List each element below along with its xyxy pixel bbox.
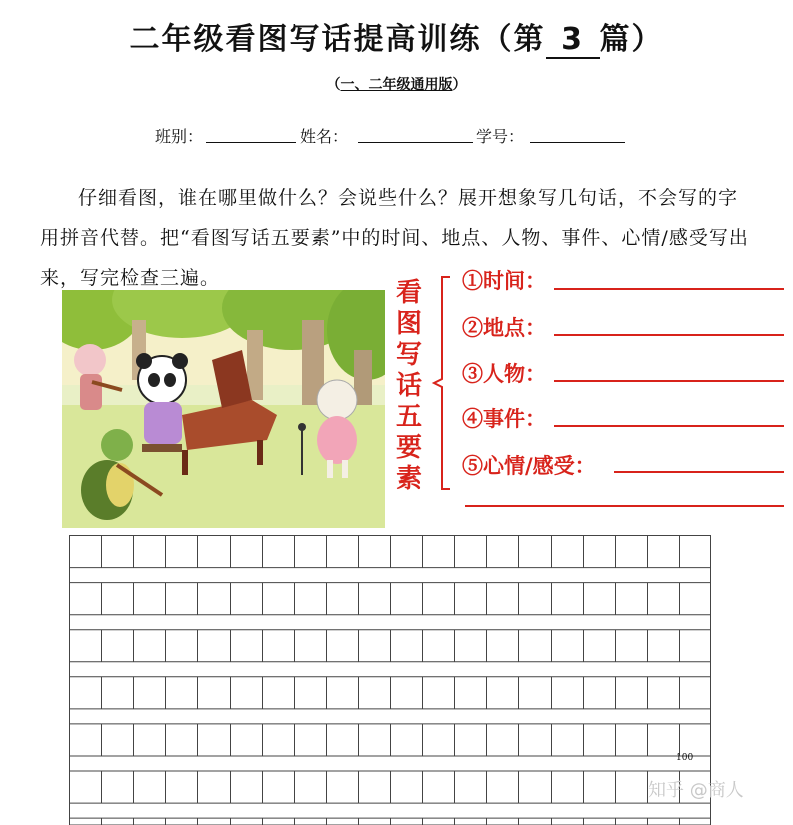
five-elements-char: 写 (395, 340, 422, 370)
grid-row[interactable] (69, 536, 711, 568)
char-counter: 100 (676, 753, 694, 763)
grid-row[interactable] (69, 677, 711, 709)
illustration (62, 290, 385, 528)
element-time-line[interactable] (554, 288, 784, 290)
element-place-label: ②地点： (462, 315, 546, 340)
five-elements-char: 看 (395, 278, 422, 308)
student-no-field[interactable] (530, 142, 625, 143)
five-elements-char: 图 (395, 309, 422, 339)
element-feeling-line[interactable] (614, 471, 784, 473)
name-field[interactable] (358, 142, 473, 143)
element-people-label: ③人物： (462, 361, 546, 386)
watermark: 知乎 @商人 (648, 780, 744, 801)
instruction-paragraph: 仔细看图，谁在哪里做什么？会说些什么？展开想象写几句话，不会写的字用拼音代替。把“看图写话五要素”中的时间、地点、人物、事件、心情/感受写出来，写完检查三遍。 (40, 187, 749, 289)
grid-row[interactable] (69, 771, 711, 803)
five-elements-char: 要 (395, 433, 422, 463)
subtitle-open: （ (326, 77, 341, 93)
title-suffix: 篇） (599, 22, 664, 57)
class-label: 班别： (155, 127, 204, 146)
element-feeling-line-2[interactable] (465, 505, 784, 507)
five-elements-label (392, 278, 426, 495)
class-field[interactable] (206, 142, 296, 143)
element-people-line[interactable] (554, 380, 784, 382)
worksheet-subtitle (0, 74, 793, 94)
subtitle-close: ） (452, 77, 467, 93)
five-elements-char: 话 (395, 371, 422, 401)
bracket-icon (430, 275, 460, 491)
subtitle-text: 一、二年级通用版 (340, 77, 453, 93)
element-place-line[interactable] (554, 334, 784, 336)
element-event-label: ④事件： (462, 406, 546, 431)
grid-row[interactable] (69, 630, 711, 662)
grid-row[interactable] (69, 724, 711, 756)
writing-grid[interactable] (69, 535, 711, 825)
title-prefix: 二年级看图写话提高训练（第 (129, 22, 546, 57)
five-elements-char: 素 (395, 464, 422, 494)
element-time-label: ①时间： (462, 268, 546, 293)
article-number: 3 (546, 22, 600, 59)
name-label: 姓名： (300, 127, 349, 146)
student-no-label: 学号： (476, 127, 525, 146)
worksheet-title (0, 14, 793, 59)
element-event-line[interactable] (554, 425, 784, 427)
element-feeling-label: ⑤心情/感受： (462, 453, 596, 478)
grid-row[interactable] (69, 583, 711, 615)
grid-row[interactable] (69, 818, 711, 825)
five-elements-char: 五 (395, 402, 422, 432)
